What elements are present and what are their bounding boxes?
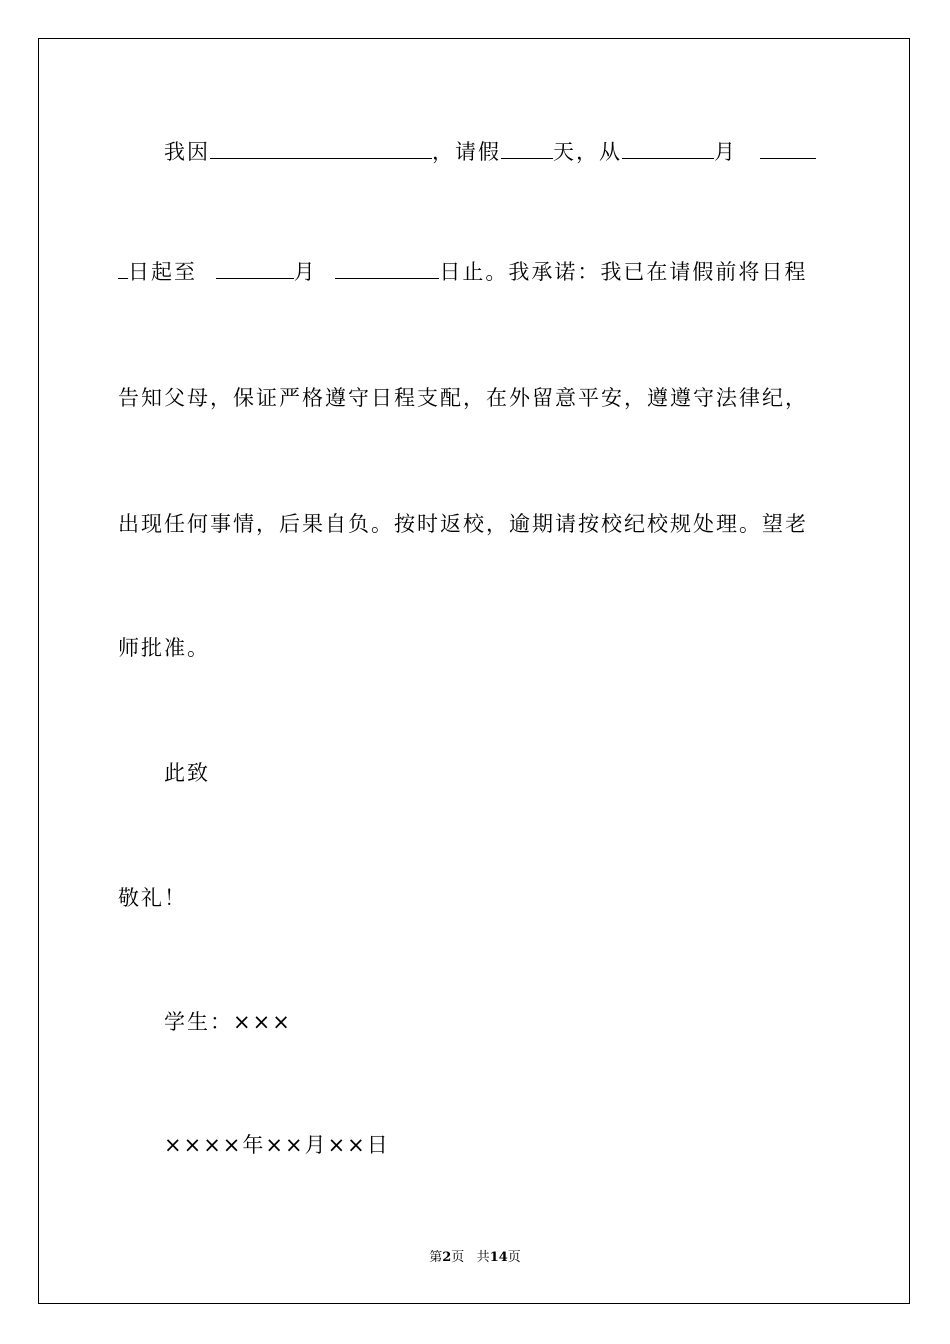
letter-date: ××××年××月××日 [164,1133,390,1157]
end-day-blank [335,258,439,279]
body-line-1 [164,138,816,166]
days-blank [501,138,553,159]
text-segment: ，请假 [432,140,501,164]
end-month-blank [216,258,294,279]
current-page-number: 2 [442,1250,452,1265]
body-line-4: 出现任何事情，后果自负。按时返校，逾期请按校纪校规处理。望老 [118,512,808,536]
total-page-number: 14 [489,1250,508,1265]
start-day-blank [760,138,816,159]
start-day-blank-cont [118,258,128,279]
text-segment: 日止。我承诺：我已在请假前将日程 [439,260,808,284]
text-segment: 月 [293,260,317,284]
reason-blank [210,138,432,159]
page-footer [0,1246,950,1265]
text-segment: 天，从 [553,140,622,164]
text-segment: 月 [714,140,737,164]
body-line-5: 师批准。 [118,636,210,660]
footer-text: 页 [507,1250,521,1265]
text-segment: 日起至 [128,260,197,284]
page-border [38,38,910,1304]
footer-text: 共 [476,1250,490,1265]
closing-salutation: 此致 [164,761,210,785]
start-month-blank [622,138,714,159]
text-segment: 我因 [164,140,210,164]
footer-text: 页 [451,1250,465,1265]
body-line-3: 告知父母，保证严格遵守日程支配，在外留意平安，遵遵守法律纪， [118,386,808,410]
footer-text: 第 [429,1250,443,1265]
student-signature: 学生：××× [164,1010,292,1034]
body-line-2 [118,258,807,286]
closing-regards: 敬礼！ [118,886,187,910]
